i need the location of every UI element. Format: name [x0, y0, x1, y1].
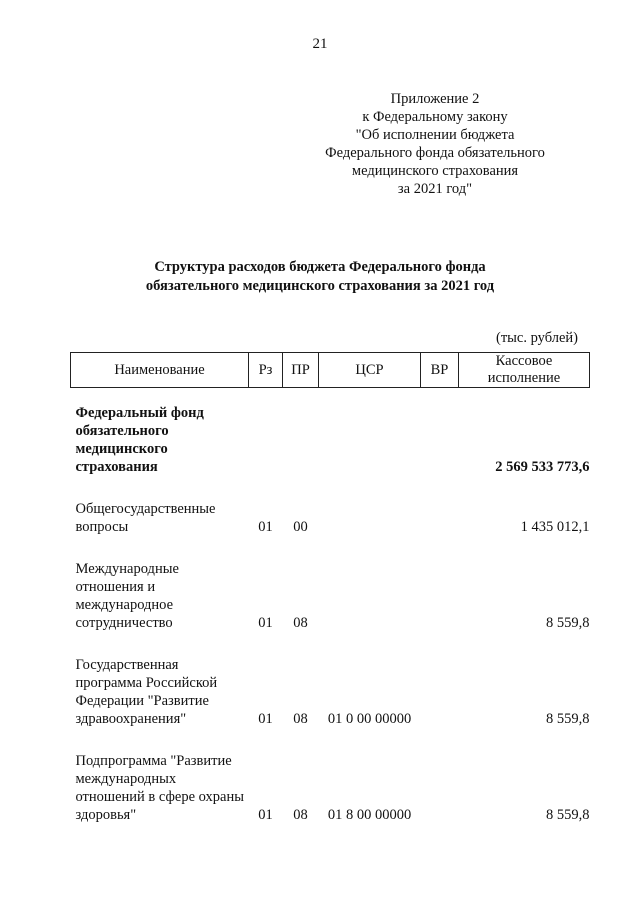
cell-vr [421, 632, 459, 728]
cell-csr: 01 0 00 00000 [327, 711, 412, 727]
cell-rz: 01 [258, 519, 273, 535]
table-row [71, 632, 590, 728]
cell-csr [319, 476, 421, 536]
table-body [71, 388, 590, 825]
cell-amount: 8 559,8 [546, 807, 590, 823]
cell-pr: 08 [293, 711, 308, 727]
cell-rz [249, 388, 283, 477]
cell-csr: 01 8 00 00000 [327, 807, 412, 823]
appendix-note [300, 90, 570, 198]
cell-csr [319, 536, 421, 632]
cell-pr: 00 [293, 519, 308, 535]
budget-table [70, 352, 590, 824]
cell-rz: 01 [258, 807, 273, 823]
appendix-line: к Федеральному закону [362, 109, 508, 125]
header-csr: ЦСР [319, 353, 421, 388]
table-row [71, 536, 590, 632]
table-row [71, 388, 590, 477]
cell-name: Международные отношения и международное сотрудничество [75, 561, 179, 631]
cell-pr [283, 388, 319, 477]
title-line: Структура расходов бюджета Федерального фонда [154, 259, 486, 275]
document-title [60, 258, 580, 296]
header-vr: ВР [421, 353, 459, 388]
header-pr: ПР [283, 353, 319, 388]
cell-vr [421, 728, 459, 824]
page-number: 21 [312, 36, 328, 52]
table-row [71, 476, 590, 536]
appendix-line: медицинского страхования [351, 163, 519, 179]
units-label: (тыс. рублей) [496, 330, 578, 346]
cell-amount: 2 569 533 773,6 [495, 459, 590, 475]
cell-pr: 08 [293, 615, 308, 631]
cell-name: Общегосударственные вопросы [75, 501, 216, 535]
cell-vr [421, 476, 459, 536]
appendix-line: Федерального фонда обязательного [325, 145, 545, 161]
table-header [71, 353, 590, 388]
title-line: обязательного медицинского страхования за 2021 год [145, 278, 495, 294]
cell-vr [421, 388, 459, 477]
appendix-line: "Об исполнении бюджета [355, 127, 515, 143]
appendix-line: Приложение 2 [390, 91, 480, 107]
header-rz: Рз [249, 353, 283, 388]
table-row [71, 728, 590, 824]
header-name: Наименование [71, 353, 249, 388]
cell-name: Подпрограмма "Развитие международных отношений в сфере охраны здоровья" [75, 753, 244, 823]
cell-pr: 08 [293, 807, 308, 823]
cell-rz: 01 [258, 615, 273, 631]
cell-amount: 8 559,8 [546, 711, 590, 727]
cell-name: Государственная программа Российской Федерации "Развитие здравоохранения" [75, 657, 218, 727]
appendix-line: за 2021 год" [397, 181, 473, 197]
cell-rz: 01 [258, 711, 273, 727]
cell-csr [319, 388, 421, 477]
cell-name: Федеральный фонд обязательного медицинского страхования [75, 405, 204, 475]
cell-amount: 8 559,8 [546, 615, 590, 631]
cell-vr [421, 536, 459, 632]
header-amount: Кассовое исполнение [459, 353, 590, 388]
cell-amount: 1 435 012,1 [520, 519, 590, 535]
